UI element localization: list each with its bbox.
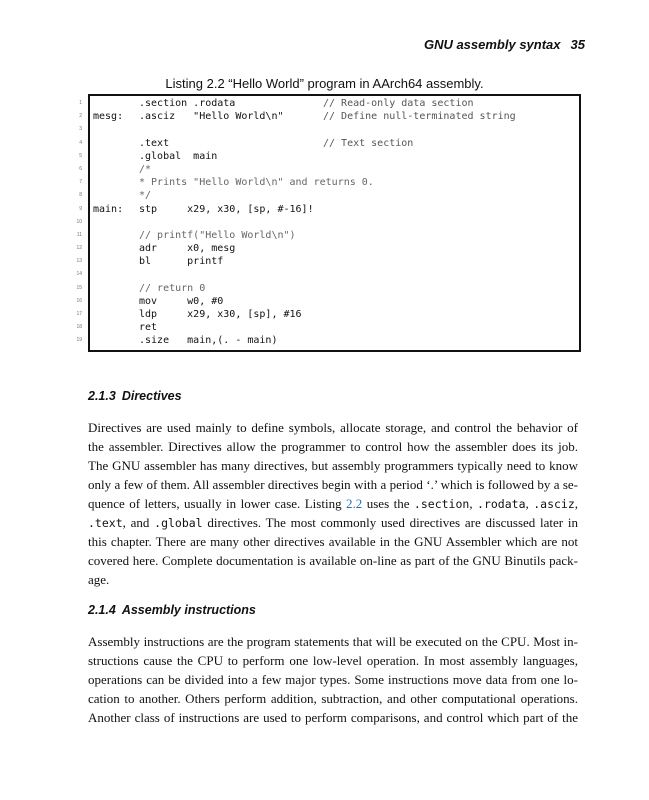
line-number: 8 (79, 192, 82, 199)
line-number: 14 (76, 271, 82, 278)
listing-reference-link[interactable]: 2.2 (346, 496, 363, 511)
directive-section: .section (413, 497, 470, 511)
code-instruction: */ (139, 190, 152, 202)
paragraph-line: the assembler. Directives allow the programmer to control how the assembler does its job. (88, 439, 578, 454)
directive-text: .text (88, 516, 123, 530)
code-label: main: (93, 203, 124, 215)
code-instruction: /* (139, 163, 152, 175)
line-number: 1 (79, 100, 82, 106)
code-instruction: .size main,(. - main) (139, 335, 278, 347)
code-instruction: // printf("Hello World\n") (139, 229, 296, 241)
section-title: Assembly instructions (121, 603, 256, 617)
paragraph-line: operations can be divided into a few major types. Some instructions move data from one lo- (88, 672, 578, 687)
line-number: 4 (79, 139, 82, 146)
code-instruction: ldp x29, x30, [sp], #16 (139, 309, 302, 320)
line-number: 6 (79, 165, 82, 172)
directives-paragraph (88, 418, 578, 589)
section-number: 2.1.3 (88, 389, 116, 403)
code-instruction: adr x0, mesg (139, 243, 236, 255)
code-instruction: .section .rodata (139, 98, 236, 109)
line-number: 11 (76, 231, 82, 238)
code-instruction: .text (139, 137, 170, 149)
section-title: Directives (121, 389, 182, 403)
code-instruction: bl printf (139, 256, 224, 268)
paragraph-line: covered here. Complete documentation is available on-line as part of the GNU Binutils pack- (88, 553, 578, 568)
directive-asciz: .asciz (533, 497, 575, 511)
line-number: 3 (79, 126, 82, 133)
line-number: 5 (79, 152, 82, 159)
paragraph-line: this chapter. There are many other directives available in the GNU Assembler which are not (88, 534, 578, 549)
line-number: 16 (76, 297, 82, 304)
section-heading-assembly-instructions (88, 603, 256, 617)
code-instruction: ret (139, 322, 158, 334)
directive-global: .global (154, 516, 203, 530)
code-instruction: * Prints "Hello World\n" and returns 0. (139, 177, 374, 189)
line-number: 13 (76, 258, 82, 265)
code-instruction: mov w0, #0 (139, 295, 224, 307)
line-number: 10 (76, 218, 82, 225)
line-number: 19 (76, 337, 82, 344)
code-comment: // Define null-terminated string (323, 111, 516, 123)
paragraph-line: structions cause the CPU to perform one low-level operation. In most assembly languages, (88, 653, 578, 668)
instructions-paragraph (88, 632, 578, 727)
listing-caption: Listing 2.2 “Hello World” program in AArch64 assembly. (165, 76, 484, 91)
code-comment: // Text section (323, 137, 414, 149)
paragraph-line: The GNU assembler has many directives, but assembly programmers typically need to know (88, 458, 578, 473)
section-heading-directives (88, 389, 182, 403)
section-number: 2.1.4 (88, 603, 116, 617)
paragraph-line: quence of letters, usually in lower case. Listing 2.2 uses the .section, .rodata, .asciz, (88, 496, 579, 511)
paragraph-line: Another class of instructions are used to perform comparisons, and control which part of the (88, 710, 578, 725)
paragraph-line: age. (88, 572, 110, 587)
line-number: 9 (79, 205, 82, 212)
code-instruction: stp x29, x30, [sp, #-16]! (139, 203, 314, 215)
directive-rodata: .rodata (477, 497, 526, 511)
line-number: 2 (79, 113, 82, 120)
code-instruction: .asciz "Hello World\n" (139, 111, 284, 123)
paragraph-line: cation to another. Others perform addition, subtraction, and other computational operations. (88, 691, 578, 706)
page-number: 35 (570, 37, 585, 52)
code-comment: // Read-only data section (323, 98, 474, 109)
line-number: 17 (76, 311, 82, 317)
line-number: 12 (76, 245, 82, 252)
line-number: 18 (76, 324, 82, 331)
paragraph-line: .text, and .global directives. The most commonly used directives are discussed later in (88, 515, 578, 530)
running-head (424, 37, 585, 52)
code-instruction: .global main (139, 150, 218, 162)
line-number: 15 (76, 284, 82, 291)
code-label: mesg: (93, 111, 124, 123)
line-numbers (72, 97, 82, 348)
code-instruction: // return 0 (139, 282, 206, 294)
paragraph-line: only a few of them. All assembler directives begin with a period ‘.’ which is followed by a se- (88, 477, 578, 492)
paragraph-line: Assembly instructions are the program statements that will be executed on the CPU. Most in- (88, 634, 578, 649)
paragraph-line: Directives are used mainly to define symbols, allocate storage, and control the behavior of (88, 420, 578, 435)
line-number: 7 (79, 179, 82, 186)
running-head-title: GNU assembly syntax (423, 37, 561, 52)
